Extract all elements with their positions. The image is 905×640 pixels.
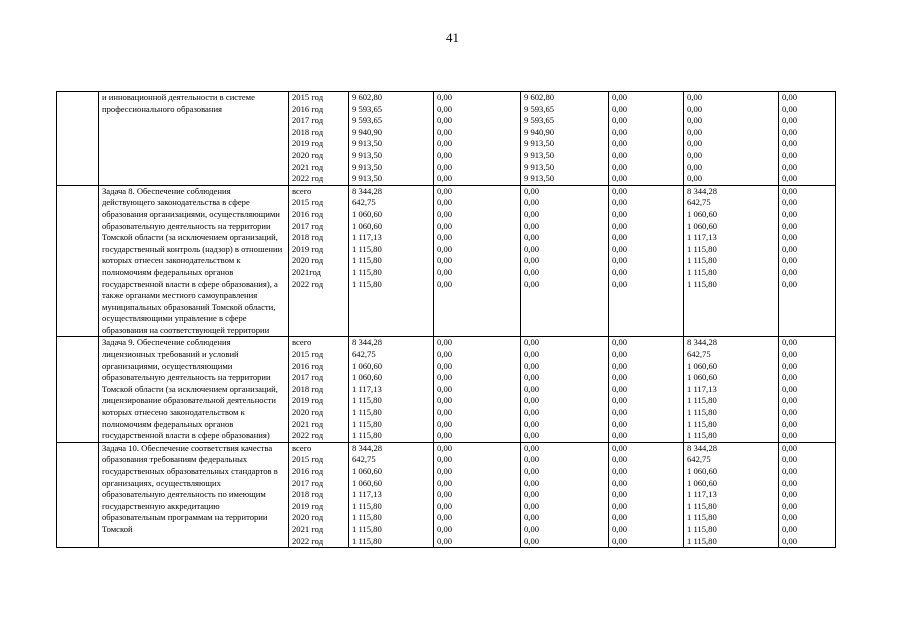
amount-value: 1 115,80: [352, 255, 382, 266]
task-description: и инновационной деятельности в системе профессионального образования: [99, 92, 289, 186]
period-label: 2020 год: [292, 149, 324, 160]
amount-value: 9 602,80: [352, 92, 383, 102]
amount-value: 0,00: [437, 360, 453, 371]
amount-value: 0,00: [612, 512, 628, 523]
amount-value: 9 913,50: [352, 149, 383, 160]
amount-value: 0,00: [612, 360, 628, 371]
amount-value: 1 060,60: [687, 208, 718, 219]
task-description: Задача 9. Обеспечение соблюдения лицензионных требований и условий организациями, осуществляющими образовательную деятельность на территории Томской области (за исключением организаций, лицензирование образовательной деятельности которых отнесено законодательством к полномочиям федеральных органов государственной власти в сфере образования): [99, 337, 289, 442]
amount-value: 0,00: [782, 255, 798, 266]
amount-value: 0,00: [782, 466, 798, 476]
amount-value: 0,00: [782, 418, 798, 429]
amount-value: 0,00: [437, 477, 453, 488]
amount-value: 0,00: [437, 220, 453, 231]
amount-value: 0,00: [687, 92, 703, 102]
amount-value: 0,00: [437, 103, 453, 114]
budget-table: [56, 91, 836, 548]
amount-value: 0,00: [524, 255, 540, 266]
period-label: 2020 год: [292, 255, 324, 266]
amount-value: 0,00: [437, 185, 453, 196]
amount-value: 0,00: [612, 185, 628, 196]
amount-value: 0,00: [782, 360, 798, 371]
amount-value: 0,00: [612, 395, 628, 406]
amount-column-cell: [609, 185, 684, 337]
amount-value: 0,00: [437, 149, 453, 160]
amount-value: 0,00: [437, 126, 453, 137]
amount-value: 1 115,80: [352, 418, 382, 429]
amount-value: 9 913,50: [352, 161, 383, 172]
amount-value: 0,00: [437, 407, 453, 418]
amount-value: 0,00: [437, 197, 453, 208]
amount-value: 0,00: [782, 430, 798, 441]
amount-column-cell: [434, 185, 521, 337]
amount-column-cell: [349, 337, 434, 442]
amount-value: 0,00: [687, 161, 703, 172]
amount-value: 0,00: [524, 407, 540, 418]
period-label: 2020 год: [292, 407, 324, 418]
amount-column-cell: [521, 337, 609, 442]
amount-value: 0,00: [524, 243, 540, 254]
amount-value: 642,75: [352, 349, 376, 360]
amount-value: 8 344,28: [352, 442, 383, 453]
amount-value: 1 115,80: [687, 266, 717, 277]
period-label: 2018 год: [292, 383, 324, 394]
amount-value: 0,00: [612, 500, 628, 511]
amount-value: 0,00: [437, 255, 453, 266]
amount-value: 0,00: [612, 442, 628, 453]
amount-value: 0,00: [524, 430, 540, 441]
amount-value: 0,00: [437, 266, 453, 277]
table-row-group: [57, 92, 836, 186]
amount-column-cell: [521, 185, 609, 337]
amount-column-cell: [521, 442, 609, 547]
amount-value: 0,00: [437, 92, 453, 102]
period-label: 2015 год: [292, 349, 324, 360]
amount-value: 0,00: [524, 512, 540, 523]
amount-value: 9 593,65: [524, 115, 555, 126]
period-label: 2019 год: [292, 395, 324, 406]
amount-value: 0,00: [612, 173, 628, 184]
amount-value: 0,00: [437, 278, 453, 289]
amount-value: 0,00: [524, 500, 540, 511]
amount-value: 0,00: [437, 466, 453, 476]
amount-value: 0,00: [524, 395, 540, 406]
amount-value: 8 344,28: [687, 337, 718, 348]
amount-value: 0,00: [524, 337, 540, 348]
amount-value: 1 115,80: [352, 500, 382, 511]
amount-value: 0,00: [612, 115, 628, 126]
amount-value: 0,00: [782, 454, 798, 465]
amount-value: 0,00: [437, 349, 453, 360]
amount-value: 8 344,28: [687, 185, 718, 196]
amount-value: 0,00: [612, 372, 628, 383]
amount-value: 1 117,13: [352, 383, 382, 394]
amount-value: 0,00: [437, 208, 453, 219]
amount-value: 0,00: [782, 149, 798, 160]
period-label: 2022 год: [292, 535, 324, 546]
amount-value: 0,00: [612, 197, 628, 208]
row-number-cell: [57, 442, 99, 547]
amount-value: 0,00: [782, 500, 798, 511]
amount-value: 642,75: [687, 197, 711, 208]
amount-value: 0,00: [524, 383, 540, 394]
period-label: 2021 год: [292, 418, 324, 429]
amount-value: 1 115,80: [352, 278, 382, 289]
amount-value: 0,00: [524, 278, 540, 289]
amount-value: 1 060,60: [687, 477, 718, 488]
amount-value: 1 115,80: [687, 523, 717, 534]
amount-value: 0,00: [524, 466, 540, 476]
amount-value: 1 115,80: [687, 243, 717, 254]
amount-value: 0,00: [524, 197, 540, 208]
amount-column-cell: [349, 185, 434, 337]
period-label: 2020 год: [292, 512, 324, 523]
amount-value: 1 060,60: [687, 220, 718, 231]
period-label: 2017 год: [292, 220, 324, 231]
amount-column-cell: [684, 337, 779, 442]
period-label: всего: [292, 185, 312, 196]
amount-value: 0,00: [612, 255, 628, 266]
amount-value: 9 593,65: [352, 115, 383, 126]
amount-value: 0,00: [782, 161, 798, 172]
period-label: 2015 год: [292, 197, 324, 208]
amount-value: 1 115,80: [352, 523, 382, 534]
amount-value: 0,00: [437, 418, 453, 429]
amount-column-cell: [779, 92, 836, 186]
amount-value: 0,00: [782, 92, 798, 102]
table-row-group: [57, 337, 836, 442]
amount-value: 0,00: [782, 266, 798, 277]
amount-value: 9 913,50: [352, 173, 383, 184]
amount-column-cell: [434, 92, 521, 186]
amount-value: 9 913,50: [524, 149, 555, 160]
amount-value: 0,00: [612, 523, 628, 534]
amount-value: 0,00: [612, 349, 628, 360]
row-number-cell: [57, 92, 99, 186]
amount-value: 1 060,60: [687, 466, 718, 476]
amount-value: 0,00: [782, 372, 798, 383]
period-label: 2018 год: [292, 126, 324, 137]
amount-value: 9 913,50: [524, 161, 555, 172]
amount-value: 8 344,28: [687, 442, 718, 453]
amount-value: 9 913,50: [352, 138, 383, 149]
amount-value: 0,00: [437, 337, 453, 348]
period-column-cell: [289, 185, 349, 337]
amount-value: 0,00: [524, 232, 540, 243]
amount-value: 0,00: [612, 220, 628, 231]
amount-value: 0,00: [612, 138, 628, 149]
amount-value: 0,00: [437, 372, 453, 383]
amount-value: 0,00: [782, 103, 798, 114]
period-label: 2015 год: [292, 454, 324, 465]
amount-value: 642,75: [687, 454, 711, 465]
period-label: 2018 год: [292, 489, 324, 500]
amount-value: 0,00: [612, 92, 628, 102]
amount-value: 0,00: [437, 489, 453, 500]
amount-value: 1 060,60: [352, 360, 383, 371]
period-label: 2016 год: [292, 103, 324, 114]
amount-value: 642,75: [687, 349, 711, 360]
period-label: 2022 год: [292, 173, 324, 184]
amount-value: 1 115,80: [687, 407, 717, 418]
amount-value: 0,00: [437, 173, 453, 184]
amount-value: 9 940,90: [352, 126, 383, 137]
period-label: 2016 год: [292, 208, 324, 219]
amount-value: 642,75: [352, 197, 376, 208]
amount-value: 0,00: [612, 477, 628, 488]
period-label: 2019 год: [292, 243, 324, 254]
amount-value: 0,00: [782, 349, 798, 360]
amount-value: 0,00: [612, 161, 628, 172]
amount-value: 0,00: [687, 115, 703, 126]
amount-value: 0,00: [437, 232, 453, 243]
amount-value: 1 060,60: [352, 477, 383, 488]
amount-value: 0,00: [782, 138, 798, 149]
amount-column-cell: [779, 185, 836, 337]
amount-value: 0,00: [782, 220, 798, 231]
period-label: 2016 год: [292, 466, 324, 476]
period-label: 2019 год: [292, 500, 324, 511]
amount-value: 0,00: [782, 337, 798, 348]
amount-value: 0,00: [782, 512, 798, 523]
row-number-cell: [57, 185, 99, 337]
amount-value: 0,00: [612, 103, 628, 114]
amount-value: 0,00: [782, 523, 798, 534]
period-label: 2021 год: [292, 523, 324, 534]
amount-value: 0,00: [437, 395, 453, 406]
amount-value: 0,00: [524, 349, 540, 360]
amount-value: 0,00: [782, 407, 798, 418]
amount-column-cell: [609, 442, 684, 547]
amount-value: 0,00: [687, 138, 703, 149]
amount-value: 9 913,50: [524, 138, 555, 149]
amount-value: 0,00: [524, 442, 540, 453]
amount-value: 0,00: [782, 173, 798, 184]
amount-value: 1 060,60: [687, 360, 718, 371]
amount-value: 0,00: [782, 185, 798, 196]
amount-value: 0,00: [782, 197, 798, 208]
amount-value: 0,00: [782, 115, 798, 126]
period-label: 2017 год: [292, 372, 324, 383]
amount-value: 1 060,60: [687, 372, 718, 383]
amount-value: 0,00: [524, 266, 540, 277]
amount-value: 1 117,13: [687, 489, 717, 500]
amount-value: 1 115,80: [352, 395, 382, 406]
amount-column-cell: [609, 92, 684, 186]
amount-value: 0,00: [612, 383, 628, 394]
period-label: 2017 год: [292, 115, 324, 126]
amount-value: 1 115,80: [352, 243, 382, 254]
amount-value: 1 060,60: [352, 466, 383, 476]
amount-value: 0,00: [524, 360, 540, 371]
amount-value: 0,00: [687, 126, 703, 137]
amount-value: 1 115,80: [352, 430, 382, 441]
amount-value: 1 060,60: [352, 208, 383, 219]
amount-value: 0,00: [437, 500, 453, 511]
amount-value: 0,00: [612, 208, 628, 219]
amount-column-cell: [779, 337, 836, 442]
amount-value: 0,00: [612, 535, 628, 546]
period-label: 2015 год: [292, 92, 324, 102]
amount-value: 0,00: [687, 103, 703, 114]
amount-value: 9 593,65: [524, 103, 555, 114]
amount-value: 0,00: [612, 278, 628, 289]
task-description: Задача 10. Обеспечение соответствия качества образования требованиям федеральных государственных образовательных стандартов в организациях, осуществляющих образовательную деятельность по имеющим государственную аккредитацию образовательным программам на территории Томской: [99, 442, 289, 547]
amount-value: 0,00: [612, 407, 628, 418]
amount-value: 0,00: [687, 173, 703, 184]
amount-value: 0,00: [782, 383, 798, 394]
amount-value: 0,00: [782, 442, 798, 453]
amount-value: 0,00: [782, 477, 798, 488]
amount-column-cell: [349, 92, 434, 186]
amount-value: 1 115,80: [687, 535, 717, 546]
amount-value: 0,00: [437, 383, 453, 394]
amount-value: 0,00: [437, 442, 453, 453]
amount-value: 9 602,80: [524, 92, 555, 102]
amount-column-cell: [684, 185, 779, 337]
amount-value: 0,00: [437, 454, 453, 465]
amount-value: 0,00: [612, 266, 628, 277]
amount-value: 0,00: [612, 430, 628, 441]
amount-value: 0,00: [782, 232, 798, 243]
period-label: 2021 год: [292, 161, 324, 172]
amount-value: 642,75: [352, 454, 376, 465]
amount-value: 0,00: [612, 232, 628, 243]
period-label: 2016 год: [292, 360, 324, 371]
table-row-group: [57, 442, 836, 547]
amount-value: 1 060,60: [352, 220, 383, 231]
amount-value: 1 060,60: [352, 372, 383, 383]
period-label: всего: [292, 337, 312, 348]
amount-value: 1 115,80: [687, 255, 717, 266]
amount-value: 1 117,13: [352, 489, 382, 500]
amount-column-cell: [349, 442, 434, 547]
amount-value: 0,00: [782, 208, 798, 219]
amount-value: 0,00: [524, 489, 540, 500]
amount-value: 1 115,80: [687, 500, 717, 511]
period-label: 2018 год: [292, 232, 324, 243]
amount-value: 0,00: [437, 430, 453, 441]
amount-value: 0,00: [782, 395, 798, 406]
page-number: 41: [446, 30, 459, 45]
period-label: 2017 год: [292, 477, 324, 488]
amount-value: 0,00: [524, 220, 540, 231]
period-label: 2022 год: [292, 278, 324, 289]
amount-column-cell: [779, 442, 836, 547]
period-label: 2021год: [292, 266, 321, 277]
amount-value: 1 115,80: [687, 395, 717, 406]
amount-value: 0,00: [437, 243, 453, 254]
amount-value: 1 115,80: [352, 407, 382, 418]
period-column-cell: [289, 92, 349, 186]
amount-value: 1 117,13: [687, 383, 717, 394]
amount-value: 0,00: [612, 126, 628, 137]
amount-value: 0,00: [524, 454, 540, 465]
amount-value: 1 115,80: [352, 266, 382, 277]
amount-value: 1 115,80: [352, 512, 382, 523]
amount-value: 0,00: [524, 185, 540, 196]
amount-value: 1 115,80: [687, 278, 717, 289]
amount-value: 9 940,90: [524, 126, 555, 137]
amount-column-cell: [434, 337, 521, 442]
amount-value: 8 344,28: [352, 185, 383, 196]
amount-value: 0,00: [782, 243, 798, 254]
amount-value: 9 913,50: [524, 173, 555, 184]
row-number-cell: [57, 337, 99, 442]
amount-value: 0,00: [612, 149, 628, 160]
amount-value: 0,00: [612, 466, 628, 476]
amount-value: 0,00: [524, 372, 540, 383]
amount-value: 0,00: [524, 418, 540, 429]
period-label: 2022 год: [292, 430, 324, 441]
amount-value: 0,00: [437, 512, 453, 523]
amount-value: 0,00: [687, 149, 703, 160]
amount-value: 0,00: [782, 126, 798, 137]
amount-value: 9 593,65: [352, 103, 383, 114]
amount-value: 0,00: [524, 523, 540, 534]
amount-value: 0,00: [437, 138, 453, 149]
amount-value: 0,00: [437, 535, 453, 546]
amount-column-cell: [521, 92, 609, 186]
amount-value: 0,00: [782, 278, 798, 289]
amount-value: 0,00: [524, 477, 540, 488]
amount-value: 0,00: [612, 243, 628, 254]
period-label: всего: [292, 442, 312, 453]
amount-column-cell: [684, 442, 779, 547]
period-label: 2019 год: [292, 138, 324, 149]
amount-value: 8 344,28: [352, 337, 383, 348]
amount-value: 0,00: [612, 489, 628, 500]
amount-value: 0,00: [782, 489, 798, 500]
amount-value: 0,00: [782, 535, 798, 546]
amount-value: 1 115,80: [687, 512, 717, 523]
amount-value: 1 117,13: [687, 232, 717, 243]
amount-column-cell: [684, 92, 779, 186]
amount-value: 1 115,80: [687, 418, 717, 429]
amount-value: 0,00: [612, 454, 628, 465]
amount-value: 0,00: [437, 523, 453, 534]
amount-value: 1 115,80: [687, 430, 717, 441]
amount-value: 0,00: [437, 161, 453, 172]
amount-value: 0,00: [612, 418, 628, 429]
amount-column-cell: [609, 337, 684, 442]
amount-value: 1 117,13: [352, 232, 382, 243]
period-column-cell: [289, 442, 349, 547]
table-row-group: [57, 185, 836, 337]
task-description: Задача 8. Обеспечение соблюдения действующего законодательства в сфере образования организациями, осуществляющими образовательную деятельность на территории Томской области (за исключением организаций, государственный контроль (надзор) в отношении которых отнесен законодательством к полномочиям федеральных органов государственной власти в сфере образования), а также органами местного самоуправления муниципальных образований Томской области, осуществляющими управление в сфере образования на соответствующей территории: [99, 185, 289, 337]
amount-value: 0,00: [524, 208, 540, 219]
period-column-cell: [289, 337, 349, 442]
amount-value: 0,00: [612, 337, 628, 348]
amount-value: 1 115,80: [352, 535, 382, 546]
amount-value: 0,00: [437, 115, 453, 126]
amount-value: 0,00: [524, 535, 540, 546]
amount-column-cell: [434, 442, 521, 547]
